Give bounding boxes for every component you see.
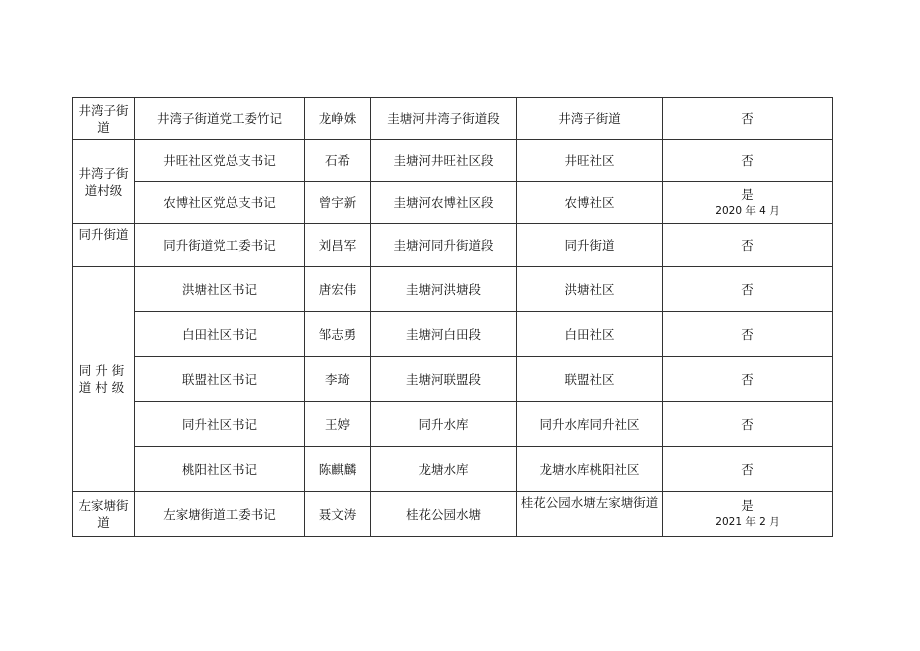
change-cell: 否 [663,98,833,140]
river-segment-cell: 圭塘河农博社区段 [371,182,517,224]
area-cell: 白田社区 [517,312,663,357]
river-segment-cell: 圭塘河井旺社区段 [371,140,517,182]
name-cell: 唐宏伟 [305,267,371,312]
area-cell: 同升街道 [517,224,663,267]
area-cell: 同升水库同升社区 [517,402,663,447]
name-cell: 陈麒麟 [305,447,371,492]
position-cell: 井旺社区党总支书记 [135,140,305,182]
change-cell [663,182,833,224]
table-row [73,182,833,224]
river-segment-cell: 龙塘水库 [371,447,517,492]
area-cell: 井旺社区 [517,140,663,182]
change-cell: 否 [663,224,833,267]
change-cell: 否 [663,312,833,357]
area-cell: 联盟社区 [517,357,663,402]
name-cell: 曾宇新 [305,182,371,224]
group-cell: 左家塘街道 [73,492,135,537]
name-cell: 李琦 [305,357,371,402]
area-cell: 洪塘社区 [517,267,663,312]
change-cell: 否 [663,357,833,402]
position-cell: 洪塘社区书记 [135,267,305,312]
group-cell: 同升街道 [73,224,135,267]
name-cell: 聂文涛 [305,492,371,537]
change-cell: 否 [663,402,833,447]
change-date: 2020 年 4 月 [715,204,780,217]
table-row [73,267,833,312]
change-cell: 否 [663,267,833,312]
river-chief-table [72,97,833,537]
river-segment-cell: 圭塘河白田段 [371,312,517,357]
position-cell: 联盟社区书记 [135,357,305,402]
table-row [73,224,833,267]
change-date: 2021 年 2 月 [715,516,780,528]
table-row [73,492,833,537]
table-row [73,357,833,402]
position-cell: 农博社区党总支书记 [135,182,305,224]
position-cell: 左家塘街道工委书记 [135,492,305,537]
change-cell [663,492,833,537]
position-cell: 同升社区书记 [135,402,305,447]
group-cell: 井湾子街道村级 [73,140,135,224]
position-cell: 同升街道党工委书记 [135,224,305,267]
change-cell: 否 [663,140,833,182]
table-row [73,140,833,182]
group-cell: 同升街道村级 [73,267,135,492]
position-cell: 白田社区书记 [135,312,305,357]
area-cell: 井湾子街道 [517,98,663,140]
name-cell: 龙峥姝 [305,98,371,140]
name-cell: 王婷 [305,402,371,447]
table-row [73,447,833,492]
table-row [73,312,833,357]
table-row [73,98,833,140]
position-cell: 桃阳社区书记 [135,447,305,492]
group-cell: 井湾子街道 [73,98,135,140]
river-segment-cell: 桂花公园水塘 [371,492,517,537]
position-cell: 井湾子街道党工委竹记 [135,98,305,140]
change-cell: 否 [663,447,833,492]
area-cell: 桂花公园水塘左家塘街道 [517,492,663,537]
river-segment-cell: 圭塘河联盟段 [371,357,517,402]
river-segment-cell: 圭塘河同升街道段 [371,224,517,267]
river-segment-cell: 同升水库 [371,402,517,447]
area-cell: 农博社区 [517,182,663,224]
name-cell: 石希 [305,140,371,182]
river-segment-cell: 圭塘河洪塘段 [371,267,517,312]
name-cell: 刘昌军 [305,224,371,267]
river-segment-cell: 圭塘河井湾子街道段 [371,98,517,140]
area-cell: 龙塘水库桃阳社区 [517,447,663,492]
change-value: 是 [741,186,754,202]
change-value: 是 [741,498,754,513]
table-row [73,402,833,447]
name-cell: 邹志勇 [305,312,371,357]
